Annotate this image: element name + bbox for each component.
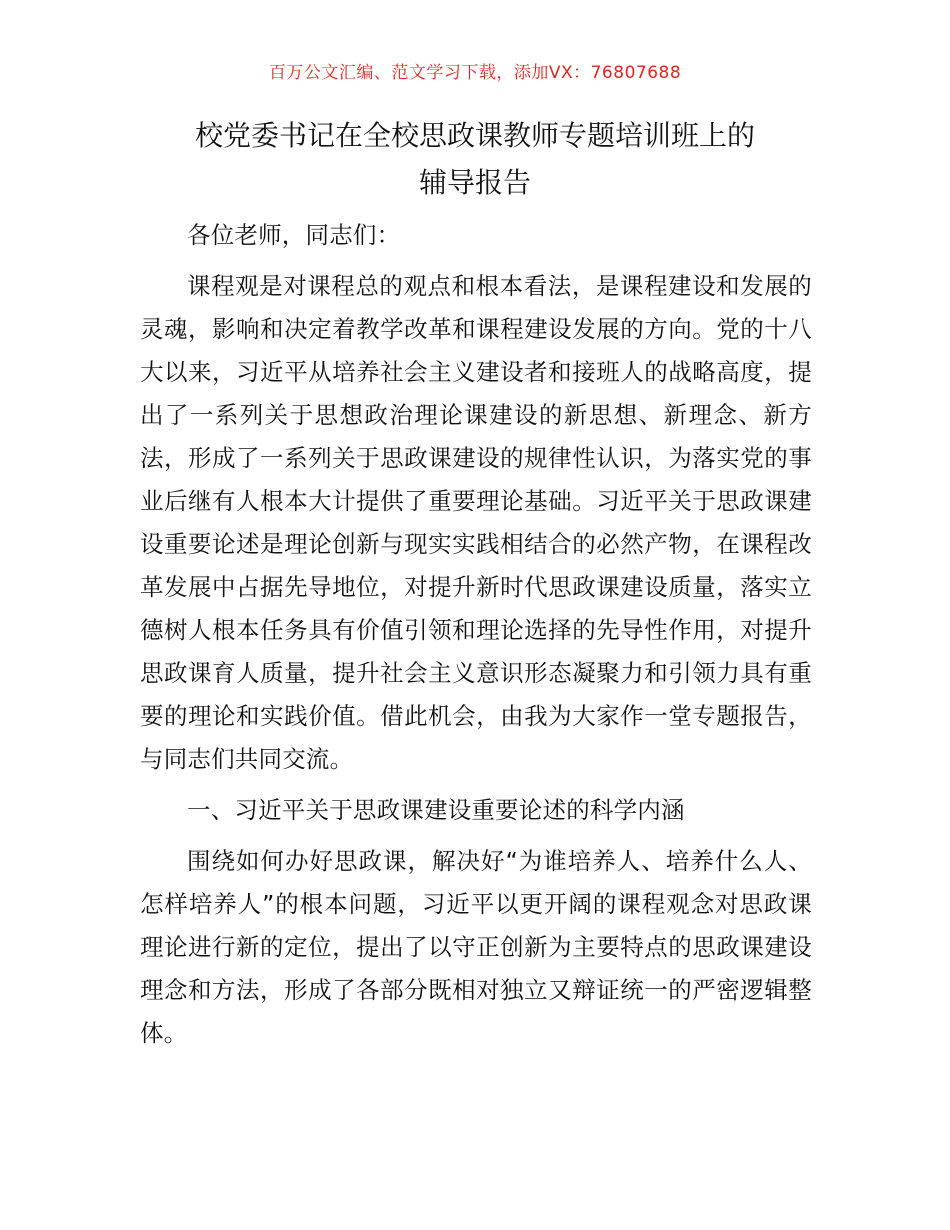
- title-line-2: 辅导报告: [418, 166, 531, 199]
- greeting-paragraph: 各位老师，同志们：: [187, 221, 401, 249]
- document-title: [120, 112, 830, 206]
- section-heading-1: 一、习近平关于思政课建设重要论述的科学内涵: [187, 796, 685, 824]
- document-body: [140, 214, 812, 1063]
- section-1-paragraph: 围绕如何办好思政课，解决好“为谁培养人、培养什么人、怎样培养人”的根本问题，习近平以更开阔的课程观念对思政课理论进行新的定位，提出了以守正创新为主要特点的思政课建设理念和方法，形成了各部分既相对独立又辩证统一的严密逻辑整体。: [140, 847, 812, 1047]
- intro-paragraph: 课程观是对课程总的观点和根本看法，是课程建设和发展的灵魂，影响和决定着教学改革和课程建设发展的方向。党的十八大以来，习近平从培养社会主义建设者和接班人的战略高度，提出了一系列关于思想政治理论课建设的新思想、新理念、新方法，形成了一系列关于思政课建设的规律性认识，为落实党的事业后继有人根本大计提供了重要理论基础。习近平关于思政课建设重要论述是理论创新与现实实践相结合的必然产物，在课程改革发展中占据先导地位，对提升新时代思政课建设质量，落实立德树人根本任务具有价值引领和理论选择的先导性作用，对提升思政课育人质量，提升社会主义意识形态凝聚力和引领力具有重要的理论和实践价值。借此机会，由我为大家作一堂专题报告，与同志们共同交流。: [140, 272, 812, 773]
- header-note: 百万公文汇编、范文学习下载，添加VX：76807688: [268, 63, 682, 83]
- title-line-1: 校党委书记在全校思政课教师专题培训班上的: [194, 119, 755, 152]
